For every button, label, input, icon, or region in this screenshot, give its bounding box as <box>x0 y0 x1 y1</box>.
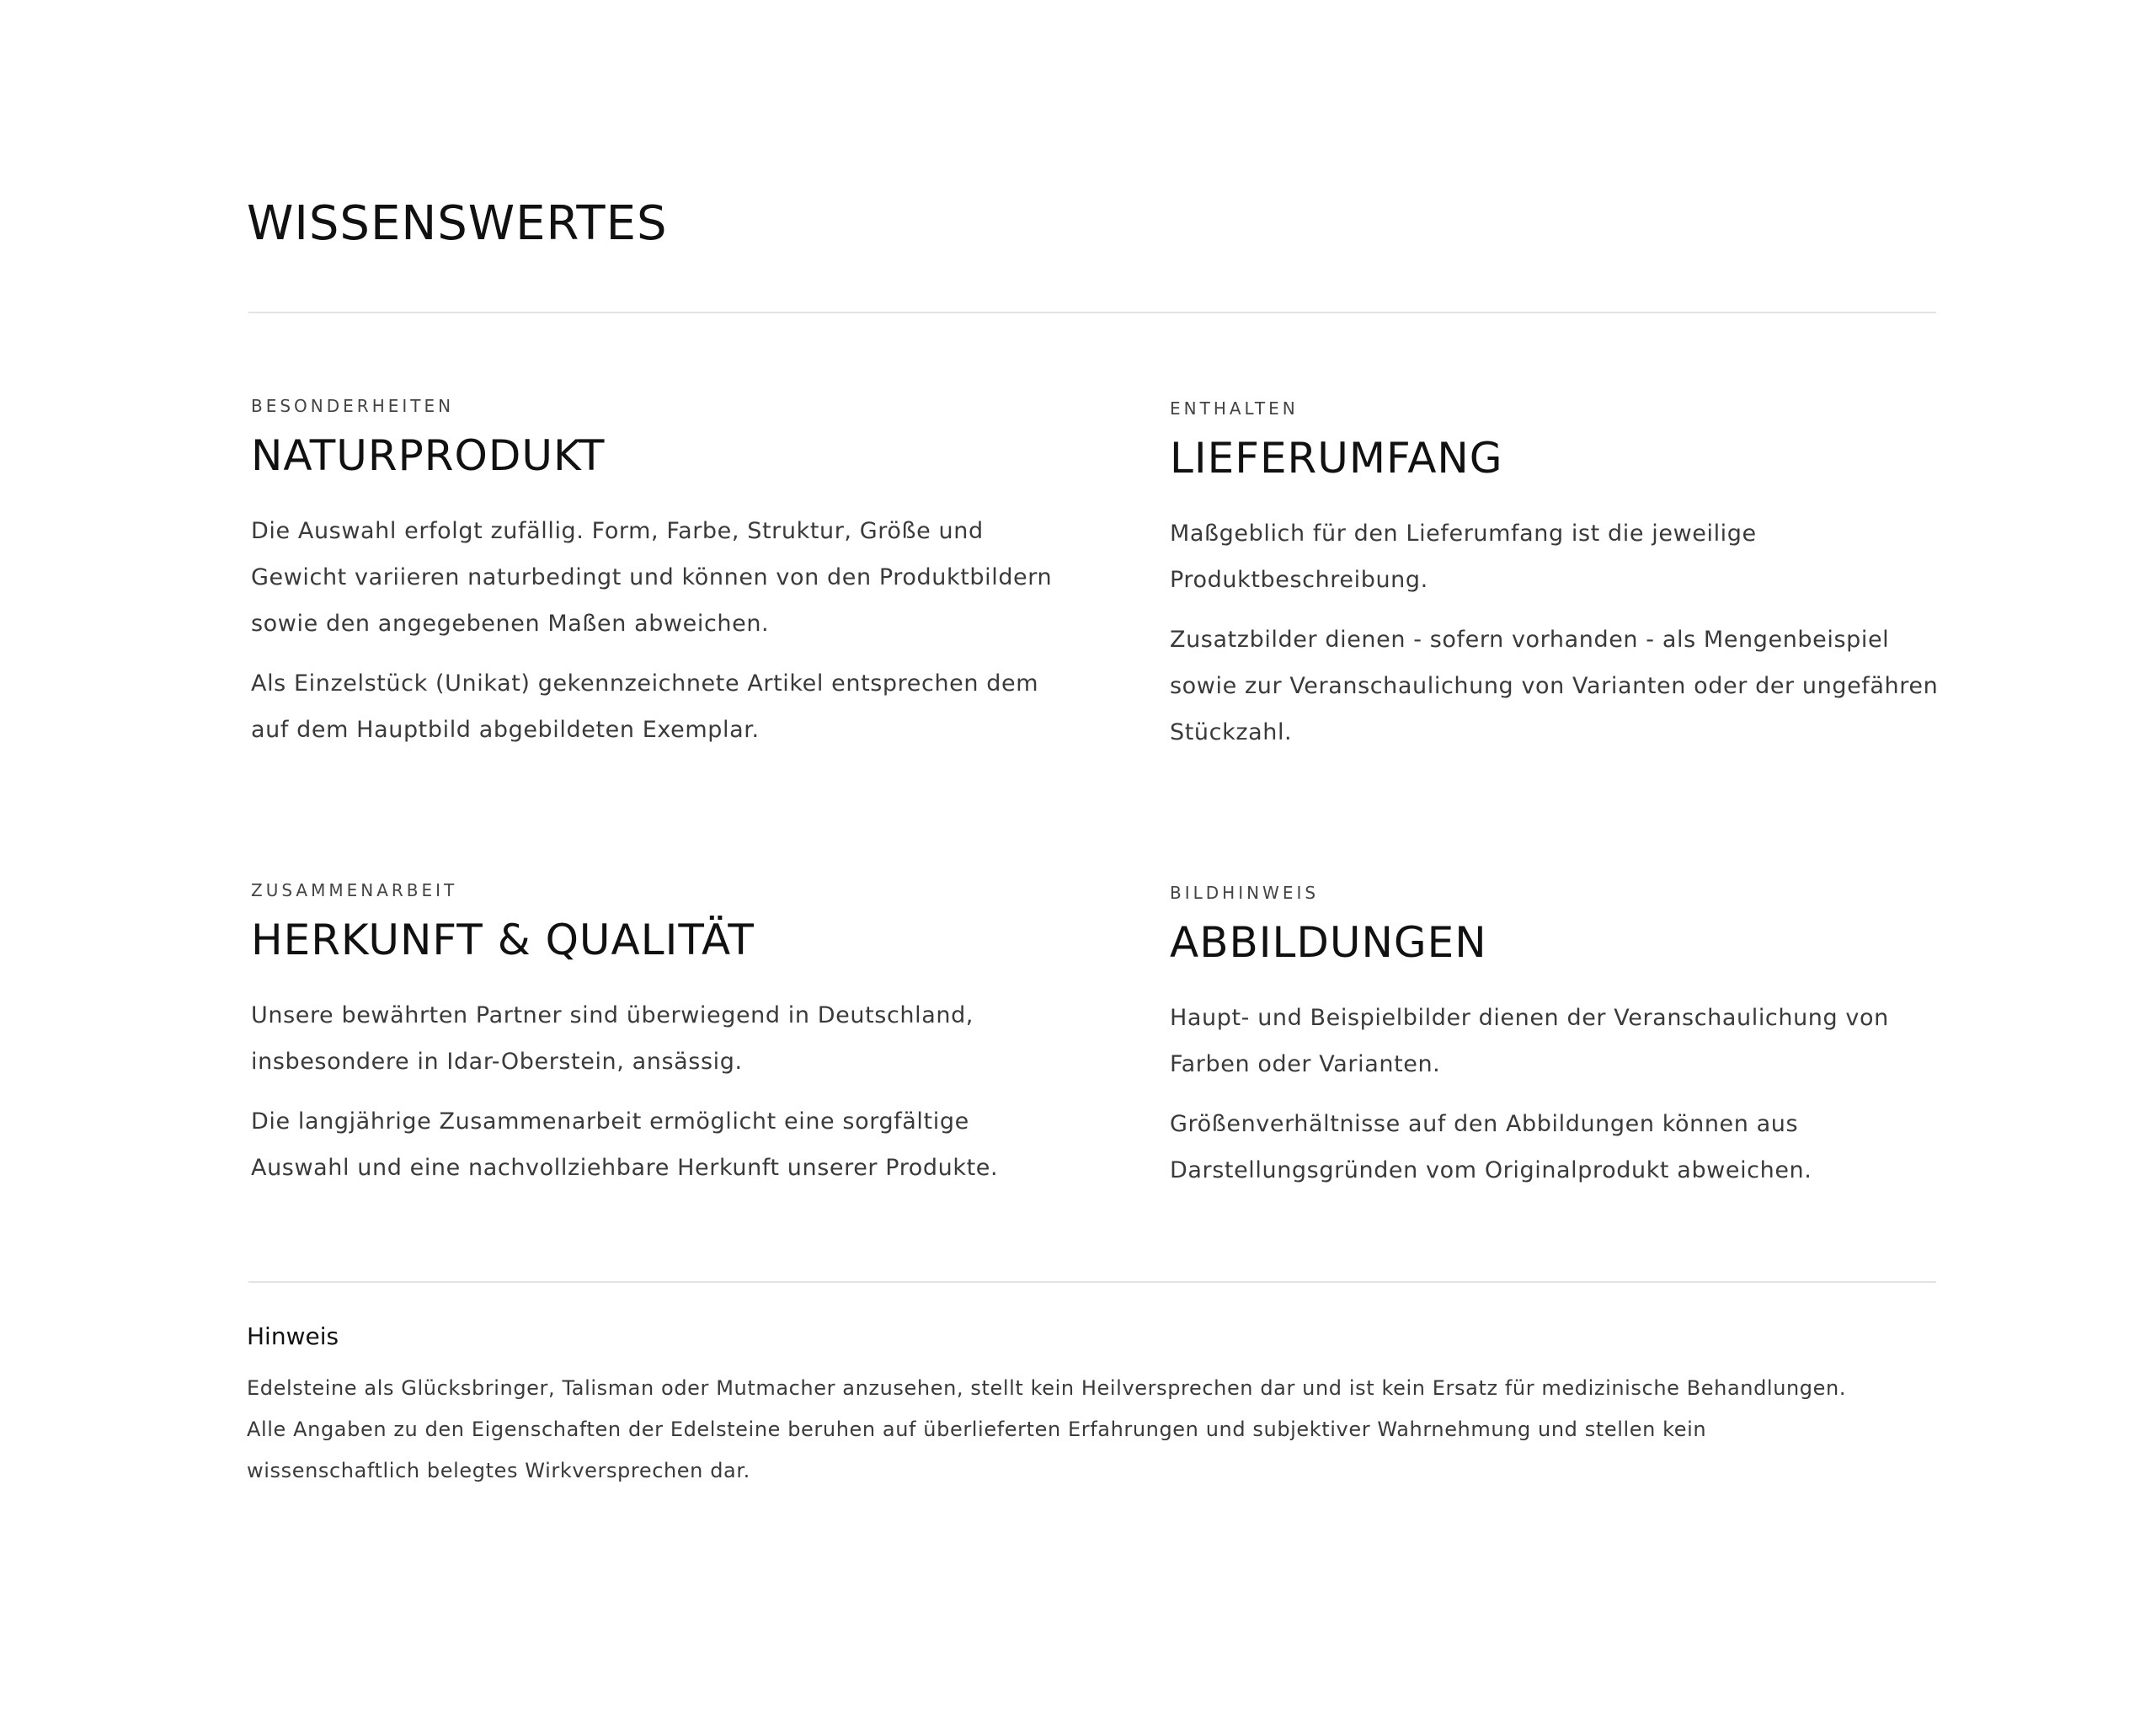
block-title: NATURPRODUKT <box>251 431 606 480</box>
block-eyebrow: BESONDERHEITEN <box>251 396 455 416</box>
block-paragraph: Die langjährige Zusammenarbeit ermöglicht eine sorgfältige Auswahl und eine nachvollziehbare Herkunft unserer Produkte. <box>251 1108 999 1181</box>
info-block-abbildungen <box>1170 884 1978 1207</box>
page-title: WISSENSWERTES <box>247 196 668 251</box>
notice-section <box>247 1322 1931 1492</box>
block-body <box>1170 510 1978 756</box>
block-paragraph: Maßgeblich für den Lieferumfang ist die jeweilige Produktbeschreibung. <box>1170 521 1757 593</box>
notice-title: Hinweis <box>247 1322 339 1350</box>
block-paragraph: Zusatzbilder dienen - sofern vorhanden - als Mengenbeispiel sowie zur Veranschaulichung von Varianten oder der ungefähren Stückzahl. <box>1170 627 1939 745</box>
block-eyebrow: ENTHALTEN <box>1170 398 1299 419</box>
block-paragraph: Als Einzelstück (Unikat) gekennzeichnete Artikel entsprechen dem auf dem Hauptbild abgebildeten Exemplar. <box>251 670 1039 743</box>
block-body <box>251 992 1059 1191</box>
block-title: ABBILDUNGEN <box>1170 918 1487 967</box>
block-body <box>1170 995 1978 1194</box>
block-title: HERKUNFT & QUALITÄT <box>251 916 755 964</box>
top-divider <box>248 312 1936 313</box>
notice-text: Edelsteine als Glücksbringer, Talisman oder Mutmacher anzusehen, stellt kein Heilversprechen dar und ist kein Ersatz für medizinische Behandlungen. Alle Angaben zu den Eigenschaften der Edelsteine beruhen auf überlieferten Erfahrungen und subjektiver Wahrnehmung und stellen kein wissenschaftlich belegtes Wirkversprechen dar. <box>247 1375 1847 1482</box>
block-eyebrow: ZUSAMMENARBEIT <box>251 880 458 900</box>
block-eyebrow: BILDHINWEIS <box>1170 883 1320 903</box>
info-block-naturprodukt <box>251 398 1059 766</box>
block-paragraph: Größenverhältnisse auf den Abbildungen können aus Darstellungsgründen vom Originalprodukt abweichen. <box>1170 1111 1812 1183</box>
block-body <box>251 508 1059 753</box>
bottom-divider <box>248 1281 1936 1283</box>
block-paragraph: Die Auswahl erfolgt zufällig. Form, Farbe, Struktur, Größe und Gewicht variieren naturbedingt und können von den Produktbildern sowie den angegebenen Maßen abweichen. <box>251 518 1053 637</box>
info-block-herkunft <box>251 882 1059 1204</box>
block-paragraph: Haupt- und Beispielbilder dienen der Veranschaulichung von Farben oder Varianten. <box>1170 1005 1889 1077</box>
info-block-lieferumfang <box>1170 400 1978 769</box>
block-title: LIEFERUMFANG <box>1170 434 1503 483</box>
block-paragraph: Unsere bewährten Partner sind überwiegend in Deutschland, insbesondere in Idar-Oberstein, ansässig. <box>251 1002 974 1075</box>
